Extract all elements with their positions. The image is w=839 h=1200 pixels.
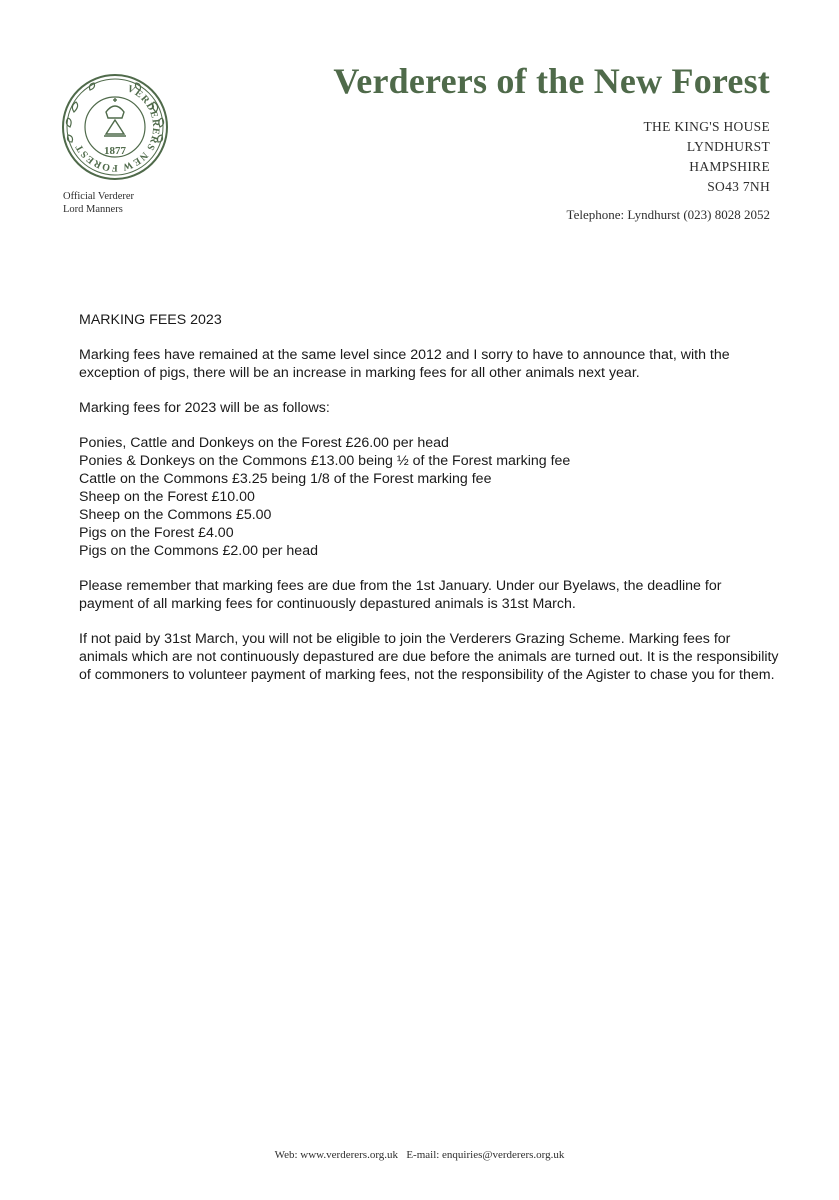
fee-item: Ponies & Donkeys on the Commons £13.00 being ½ of the Forest marking fee <box>79 453 571 469</box>
footer-web-link[interactable]: Web: www.verderers.org.uk <box>274 1149 399 1161</box>
fees-intro-paragraph: Marking fees for 2023 will be as follows: <box>79 400 330 416</box>
postal-address <box>644 117 770 197</box>
telephone-number: Telephone: Lyndhurst (023) 8028 2052 <box>566 207 770 222</box>
fee-item: Sheep on the Commons £5.00 <box>79 507 272 523</box>
footer-email-link[interactable]: E-mail: enquiries@verderers.org.uk <box>406 1149 565 1161</box>
fee-item: Sheep on the Forest £10.00 <box>79 489 255 505</box>
official-verderer-label: Official Verderer <box>63 191 135 202</box>
official-verderer-block <box>63 190 134 216</box>
fee-list <box>79 434 779 560</box>
letter-heading: MARKING FEES 2023 <box>79 312 222 328</box>
closing-paragraph: If not paid by 31st March, you will not be eligible to join the Verderers Grazing Scheme. Marking fees for animals which are not continuously depastured are due before the animals are turned out. It is the responsibility of commoners to volunteer payment of marking fees, not the responsibility of the Agister to chase you for them. <box>79 631 779 683</box>
svg-text:VERDERERS NEW FOREST: VERDERERS NEW FOREST <box>73 83 162 174</box>
fee-item: Ponies, Cattle and Donkeys on the Forest £26.00 per head <box>79 435 449 451</box>
footer-contact <box>0 1149 839 1161</box>
intro-paragraph: Marking fees have remained at the same level since 2012 and I sorry to have to announce that, with the exception of pigs, there will be an increase in marking fees for all other animals next year. <box>79 347 730 381</box>
fee-item: Cattle on the Commons £3.25 being 1/8 of the Forest marking fee <box>79 471 492 487</box>
address-line: LYNDHURST <box>686 139 770 154</box>
address-line: SO43 7NH <box>707 179 770 194</box>
official-verderer-name: Lord Manners <box>63 204 123 215</box>
seal-emblem-icon <box>60 72 170 182</box>
letter-body <box>79 311 779 701</box>
svg-text:1877: 1877 <box>104 145 126 157</box>
verderers-seal-logo <box>60 72 170 182</box>
fee-item: Pigs on the Forest £4.00 <box>79 525 234 541</box>
address-line: THE KING'S HOUSE <box>643 119 770 134</box>
deadline-paragraph: Please remember that marking fees are due from the 1st January. Under our Byelaws, the deadline for payment of all marking fees for continuously depastured animals is 31st March. <box>79 578 722 612</box>
address-line: HAMPSHIRE <box>689 159 770 174</box>
fee-item: Pigs on the Commons £2.00 per head <box>79 543 318 559</box>
organisation-title: Verderers of the New Forest <box>333 61 770 101</box>
